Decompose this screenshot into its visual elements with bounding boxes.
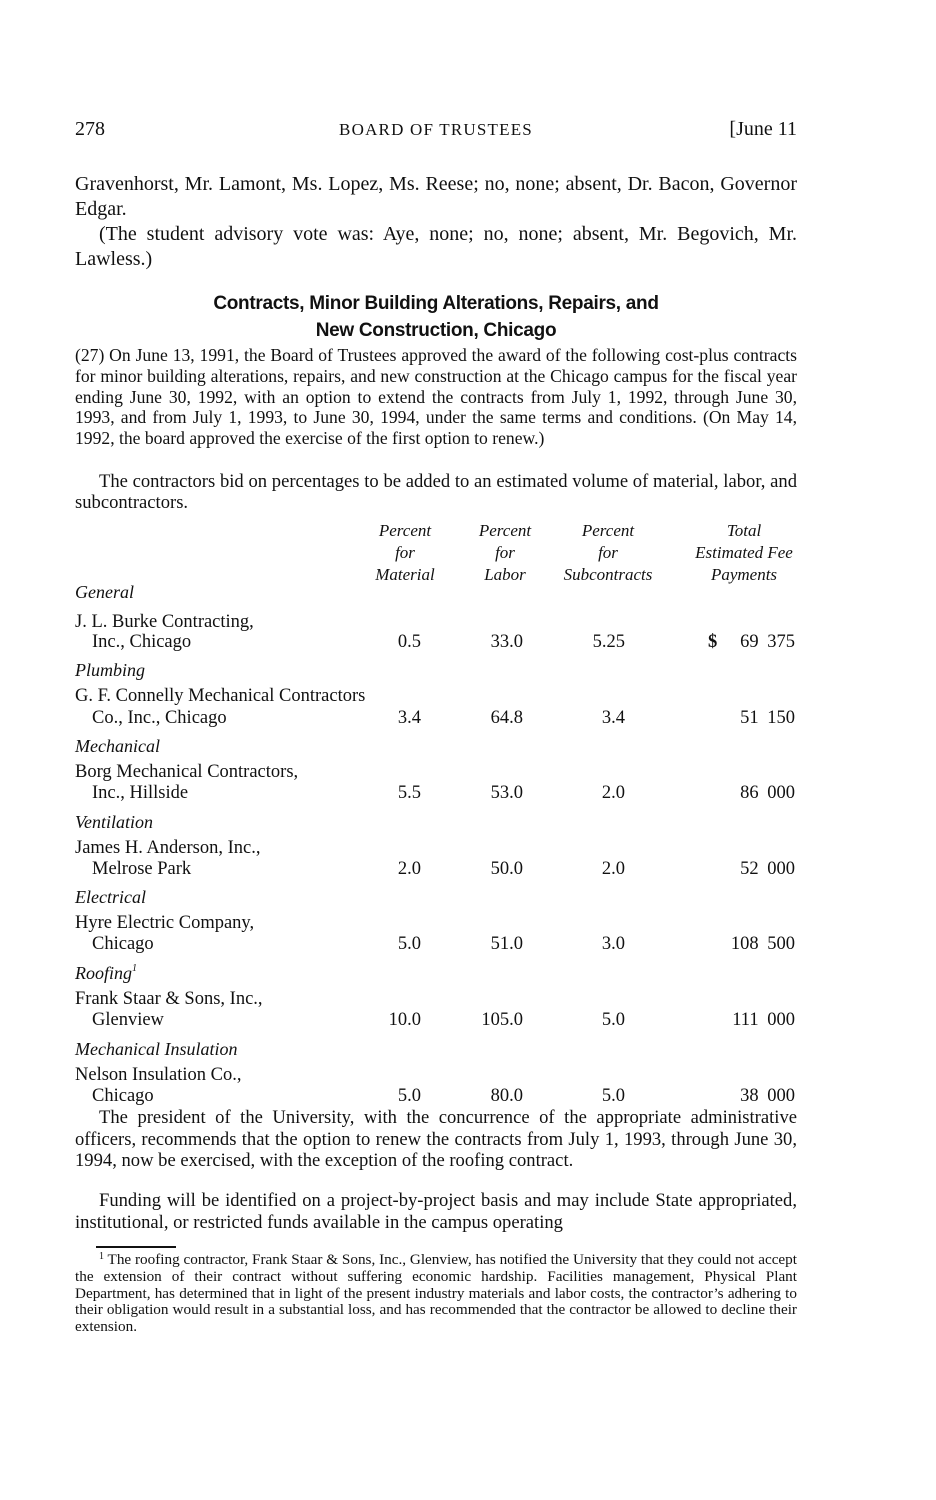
fee-value: 38 000 (740, 1086, 795, 1106)
subcontracts-value: 2.0 (601, 859, 625, 879)
fee-value: 52 000 (740, 859, 795, 879)
subcontracts-value: 3.0 (601, 934, 625, 954)
heading-line-2: New Construction, Chicago (315, 320, 557, 341)
header-fee: Total Estimated Fee Payments (695, 521, 793, 584)
fee-value: 111 000 (732, 1010, 795, 1030)
contractor-location: Glenview (92, 1010, 350, 1031)
labor-value: 53.0 (490, 783, 523, 803)
subcontracts-value: 2.0 (601, 783, 625, 803)
footnote (75, 1249, 797, 1336)
contractor-name: Hyre Electric Company, (75, 913, 255, 933)
fee-value: 108 500 (730, 934, 795, 954)
intro-paragraph: (27) On June 13, 1991, the Board of Trustees approved the award of the following cost-plus contracts for minor building alterations, repairs, and new construction at the Chicago campus for the fiscal year ending June 30, 1992, with an option to extend the contracts from July 1, 1992, through June 30, 1993, and from July 1, 1993, to June 30, 1994, under the same terms and conditions. (On May 14, 1992, the board approved the exercise of the first option to renew.) (75, 345, 797, 449)
labor-value: 33.0 (490, 632, 523, 652)
recommendation-paragraph: The president of the University, with the concurrence of the appropriate administrative officers, recommends that the option to renew the contracts from July 1, 1993, through June 30, 1994, now be exercised, with the exception of the roofing contract. (75, 1107, 797, 1171)
contractor-location: Chicago (92, 1086, 350, 1107)
header-labor: Percent for Labor (478, 521, 532, 584)
category-label: Ventilation (75, 812, 153, 832)
contractor-name: James H. Anderson, Inc., (75, 838, 261, 858)
running-title: BOARD OF TRUSTEES (339, 120, 533, 139)
bid-paragraph: The contractors bid on percentages to be added to an estimated volume of material, labor, and subcontractors. (75, 471, 797, 513)
section-heading (75, 290, 797, 344)
contractor-location: Chicago (92, 934, 350, 955)
contractor-name: G. F. Connelly Mechanical Contractors (75, 686, 366, 706)
material-value: 5.0 (397, 1086, 421, 1106)
footnote-rule (96, 1246, 176, 1248)
category-label: Plumbing (75, 660, 145, 680)
category-label: General (75, 582, 134, 602)
labor-value: 51.0 (490, 934, 523, 954)
currency-symbol: $ (708, 632, 718, 652)
contractor-name: Frank Staar & Sons, Inc., (75, 989, 263, 1009)
footnote-text: The roofing contractor, Frank Staar & Sons, Inc., Glenview, has notified the University that they could not accept the extension of their contract without suffering economic hardship. Facilities management, Physical Plant Department, has determined that in light of the present industry materials and labor costs, the contractor’s adhering to their obligation would result in a substantial loss, and has recommended that the contractor be allowed to decline their extension. (75, 1251, 797, 1336)
subcontracts-value: 3.4 (601, 708, 625, 728)
vote-line-1: Gravenhorst, Mr. Lamont, Ms. Lopez, Ms. Reese; no, none; absent, Dr. Bacon, Governor Edgar. (75, 173, 797, 220)
subcontracts-value: 5.0 (601, 1010, 625, 1030)
material-value: 2.0 (397, 859, 421, 879)
material-value: 0.5 (397, 632, 421, 652)
category-label: Roofing$^1$ (75, 963, 137, 983)
labor-value: 50.0 (490, 859, 523, 879)
vote-paragraph (75, 172, 797, 272)
running-date: [June 11 (729, 118, 797, 140)
header-material: Percent for Material (375, 521, 435, 584)
material-value: 3.4 (397, 708, 421, 728)
subcontracts-value: 5.25 (592, 632, 625, 652)
labor-value: 105.0 (481, 1010, 523, 1030)
labor-value: 64.8 (490, 708, 523, 728)
labor-value: 80.0 (490, 1086, 523, 1106)
funding-paragraph: Funding will be identified on a project-by-project basis and may include State appropriated, institutional, or restricted funds available in the campus operating (75, 1190, 797, 1233)
footnote-reference: 1 (132, 963, 137, 974)
vote-line-2: (The student advisory vote was: Aye, none; no, none; absent, Mr. Begovich, Mr. Lawless.) (75, 223, 797, 270)
footnote-mark: 1 (99, 1251, 104, 1262)
heading-line-1: Contracts, Minor Building Alterations, Repairs, and (213, 293, 659, 314)
page-number: 278 (75, 118, 105, 140)
running-head (75, 118, 797, 146)
header-subcontracts: Percent for Subcontracts (563, 521, 653, 584)
category-label: Electrical (75, 887, 146, 907)
fee-value: 86 000 (740, 783, 795, 803)
contractor-location: Melrose Park (92, 859, 350, 880)
contractor-location: Co., Inc., Chicago (92, 708, 350, 729)
fee-value: 51 150 (740, 708, 795, 728)
category-label: Mechanical (75, 736, 160, 756)
contractor-location: Inc., Chicago (92, 632, 350, 653)
fee-value: 69 375 (740, 632, 795, 652)
material-value: 5.5 (397, 783, 421, 803)
subcontracts-value: 5.0 (601, 1086, 625, 1106)
contractor-location: Inc., Hillside (92, 783, 350, 804)
material-value: 5.0 (397, 934, 421, 954)
category-label: Mechanical Insulation (75, 1039, 238, 1059)
material-value: 10.0 (388, 1010, 421, 1030)
contractor-name: J. L. Burke Contracting, (75, 612, 254, 632)
contractor-name: Nelson Insulation Co., (75, 1065, 242, 1085)
contractor-name: Borg Mechanical Contractors, (75, 762, 299, 782)
